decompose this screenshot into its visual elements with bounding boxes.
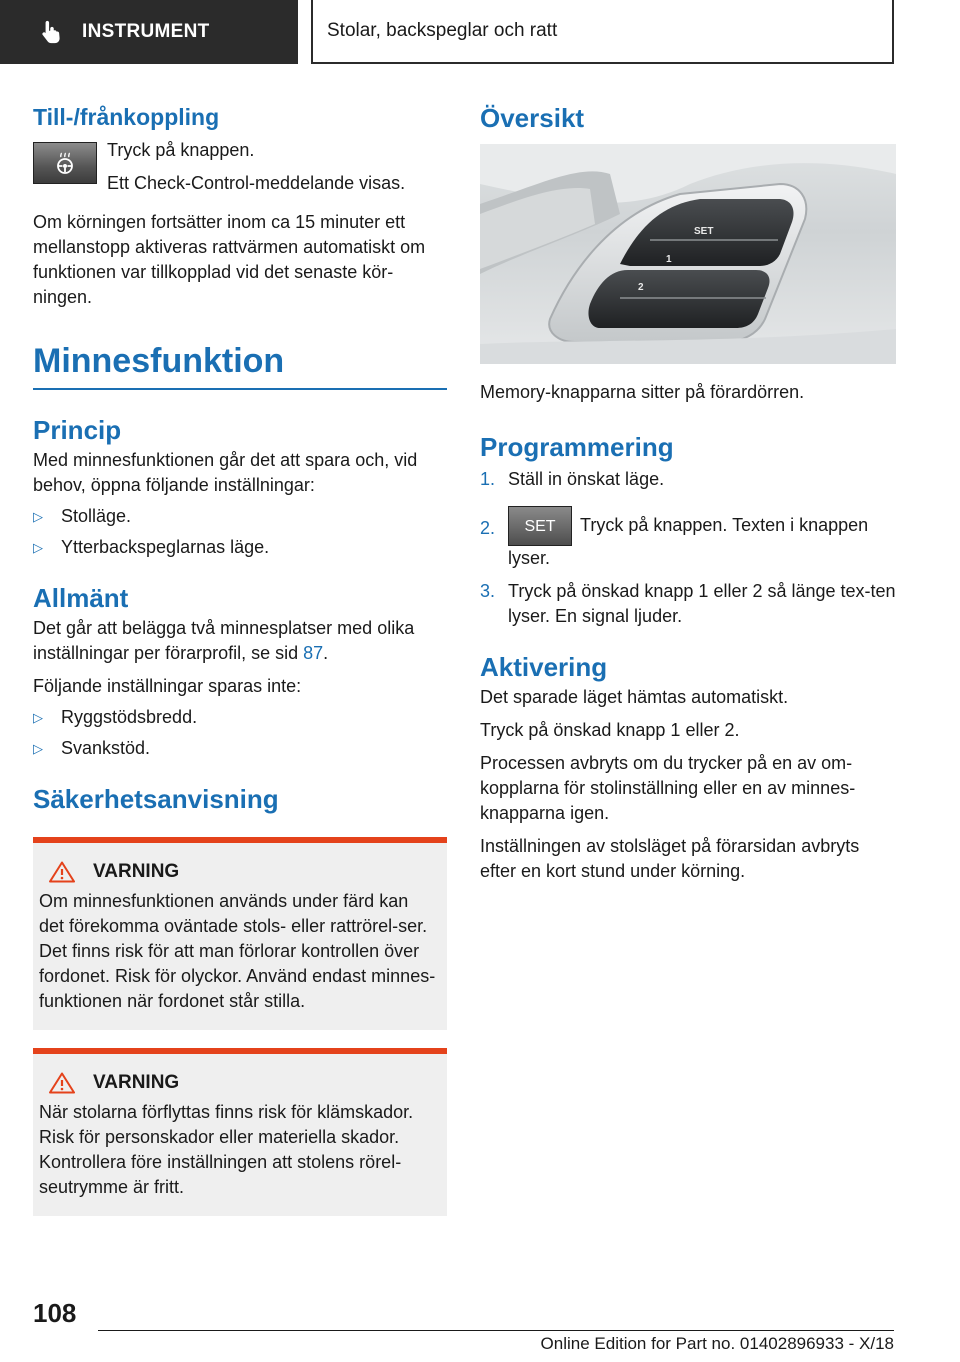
warning-triangle-icon xyxy=(49,861,75,883)
left-column xyxy=(33,100,447,1216)
list-item: ▷ Stolläge. xyxy=(33,504,447,529)
princip-list xyxy=(33,504,447,560)
chapter-title: Stolar, backspeglar och ratt xyxy=(311,0,894,64)
allmant-list xyxy=(33,705,447,761)
section-title: INSTRUMENT xyxy=(82,21,210,42)
page-link-87[interactable]: 87 xyxy=(303,643,324,663)
warning-title: VARNING xyxy=(93,1072,180,1093)
footer-edition: Online Edition for Part no. 01402896933 - X/18 xyxy=(540,1334,894,1353)
set-button-image: SET xyxy=(508,506,572,546)
right-column xyxy=(480,100,896,884)
koppling-instructions xyxy=(107,138,405,196)
princip-text: Med minnesfunktionen går det att spara och, vid behov, öppna följande inställningar: xyxy=(33,450,418,495)
list-item: ▷ Ytterbackspeglarnas läge. xyxy=(33,535,447,560)
step-item: 3. Tryck på önskad knapp 1 eller 2 så länge tex-ten lyser. En signal ljuder. xyxy=(480,581,896,626)
warning-header xyxy=(49,1072,437,1094)
heated-steering-wheel-icon xyxy=(53,151,77,175)
allmant-text: Det går att belägga två minnesplatser med olika inställningar per förarprofil, se sid 87. xyxy=(33,618,415,663)
door-panel-illustration xyxy=(480,144,896,364)
allmant-text-2: Följande inställningar sparas inte: xyxy=(33,676,302,696)
list-item: ▷ Ryggstödsbredd. xyxy=(33,705,447,730)
warning-title: VARNING xyxy=(93,861,180,882)
triangle-bullet-icon: ▷ xyxy=(33,540,43,555)
hand-pointer-icon xyxy=(38,18,66,46)
triangle-bullet-icon: ▷ xyxy=(33,710,43,725)
koppling-row xyxy=(33,138,447,196)
aktiv-p4: Inställningen av stolsläget på förarsidan avbryts efter en kort stund under körning. xyxy=(480,836,860,881)
section-tab xyxy=(0,0,298,64)
list-item: ▷ Svankstöd. xyxy=(33,736,447,761)
heading-allmant: Allmänt xyxy=(33,583,129,613)
footer-divider xyxy=(98,1330,894,1331)
photo-button-1-label: 1 xyxy=(666,254,672,265)
koppling-line-1: Tryck på knappen. xyxy=(107,140,255,160)
warning-triangle-icon xyxy=(49,1072,75,1094)
heading-programmering: Programmering xyxy=(480,432,674,462)
memory-buttons-photo xyxy=(480,144,896,364)
step-item: 1. Ställ in önskat läge. xyxy=(480,469,665,489)
minnes-heading-block xyxy=(33,338,447,390)
aktiv-p2: Tryck på önskad knapp 1 eller 2. xyxy=(480,720,740,740)
photo-set-label: SET xyxy=(694,226,714,237)
photo-caption: Memory-knapparna sitter på förardörren. xyxy=(480,382,805,402)
programming-steps xyxy=(480,467,896,629)
page-number: 108 xyxy=(33,1298,77,1328)
warning-text: När stolarna förflyttas finns risk för klämskador. Risk för personskador eller materiella skador. Kontrollera före inställningen att stolens rörel-seutrymme är fritt. xyxy=(39,1102,414,1197)
warning-box-1 xyxy=(33,837,447,1030)
heading-koppling: Till-/frånkoppling xyxy=(33,104,220,130)
heading-sakerhetsanvisning: Säkerhetsanvisning xyxy=(33,784,279,814)
heated-steering-button-image xyxy=(33,142,97,184)
triangle-bullet-icon: ▷ xyxy=(33,741,43,756)
triangle-bullet-icon: ▷ xyxy=(33,509,43,524)
heading-aktivering: Aktivering xyxy=(480,652,608,682)
photo-button-2-label: 2 xyxy=(638,282,644,293)
heading-princip: Princip xyxy=(33,415,122,445)
koppling-paragraph: Om körningen fortsätter inom ca 15 minuter ett mellanstopp aktiveras rattvärmen automatiskt om funktionen var tillkopplad vid det senaste kör-ningen. xyxy=(33,212,426,307)
aktiv-p3: Processen avbryts om du trycker på en av om-kopplarna för stolinställning eller en av minnes-knapparna igen. xyxy=(480,753,856,823)
warning-header xyxy=(49,861,437,883)
koppling-line-2: Ett Check-Control-meddelande visas. xyxy=(107,173,406,193)
heading-minnesfunktion: Minnesfunktion xyxy=(33,342,285,380)
warning-box-2 xyxy=(33,1048,447,1216)
step-item: 2. SET Tryck på knappen. Texten i knappen lyser. xyxy=(480,506,896,571)
aktiv-p1: Det sparade läget hämtas automatiskt. xyxy=(480,687,789,707)
warning-text: Om minnesfunktionen används under färd kan det förekomma oväntade stols- eller rattrörel-ser. Det finns risk för att man förlorar kontrollen över fordonet. Risk för olyckor. Använd endast minnes-funktionen när fordonet står stilla. xyxy=(39,891,436,1011)
heading-oversikt: Översikt xyxy=(480,103,585,133)
